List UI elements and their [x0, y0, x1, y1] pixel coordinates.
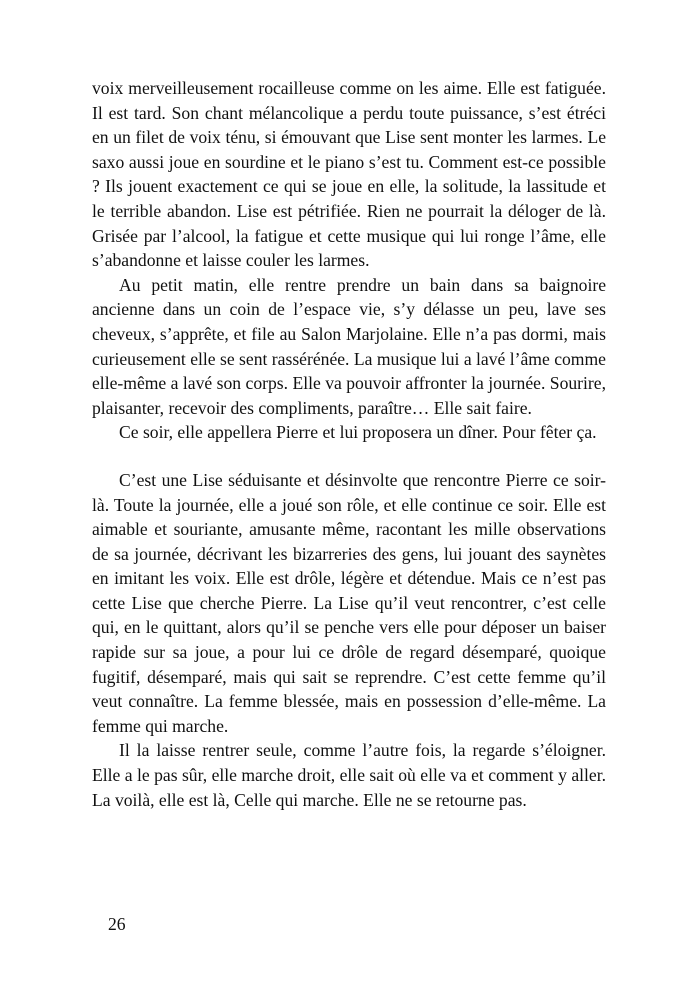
paragraph-continuation: voix merveilleusement rocailleuse comme on les aime. Elle est fatiguée. Il est tard. Son chant mélancolique a perdu toute puissance, s’est étréci en un filet de voix ténu, si émouvant que Lise sent monter les larmes. Le saxo aussi joue en sourdine et le piano s’est tu. Comment est-ce possible ? Ils jouent exactement ce qui se joue en elle, la solitude, la lassitude et le terrible abandon. Lise est pétrifiée. Rien ne pourrait la déloger de là. Grisée par l’alcool, la fatigue et cette musique qui lui ronge l’âme, elle s’abandonne et laisse couler les larmes.: [92, 78, 606, 271]
section-break: [92, 445, 606, 468]
paragraph-walk-away: Il la laisse rentrer seule, comme l’autre fois, la regarde s’éloigner. Elle a le pas sûr, elle marche droit, elle sait où elle va et comment y aller. La voilà, elle est là, Celle qui marche. Elle ne se retourne pas.: [92, 740, 606, 810]
page-number: 26: [108, 914, 126, 934]
paragraph-morning: Au petit matin, elle rentre prendre un bain dans sa baignoire ancienne dans un coin de l’espace vie, s’y délasse un peu, lave ses cheveux, s’apprête, et file au Salon Marjolaine. Elle n’a pas dormi, mais curieusement elle se sent rassérénée. La musique lui a lavé l’âme comme elle-même a lavé son corps. Elle va pouvoir affronter la journée. Sourire, plaisanter, recevoir des compliments, paraître… Elle sait faire.: [92, 274, 606, 418]
page-body: [92, 76, 606, 812]
paragraph-evening-call: Ce soir, elle appellera Pierre et lui proposera un dîner. Pour fêter ça.: [119, 422, 597, 443]
paragraph-dinner: C’est une Lise séduisante et désinvolte que rencontre Pierre ce soir-là. Toute la journée, elle a joué son rôle, et elle continue ce soir. Elle est aimable et souriante, amusante même, racontant les mille observations de sa journée, décrivant les bizarreries des gens, lui jouant des saynètes en imitant les voix. Elle est drôle, légère et détendue. Mais ce n’est pas cette Lise que cherche Pierre. La Lise qu’il veut rencontrer, c’est celle qui, en le quittant, alors qu’il se penche vers elle pour déposer un baiser rapide sur sa joue, a pour lui ce drôle de regard désemparé, quoique fugitif, désemparé, mais qui sait se reprendre. C’est cette femme qu’il veut connaître. La femme blessée, mais en possession d’elle-même. La femme qui marche.: [92, 469, 606, 736]
